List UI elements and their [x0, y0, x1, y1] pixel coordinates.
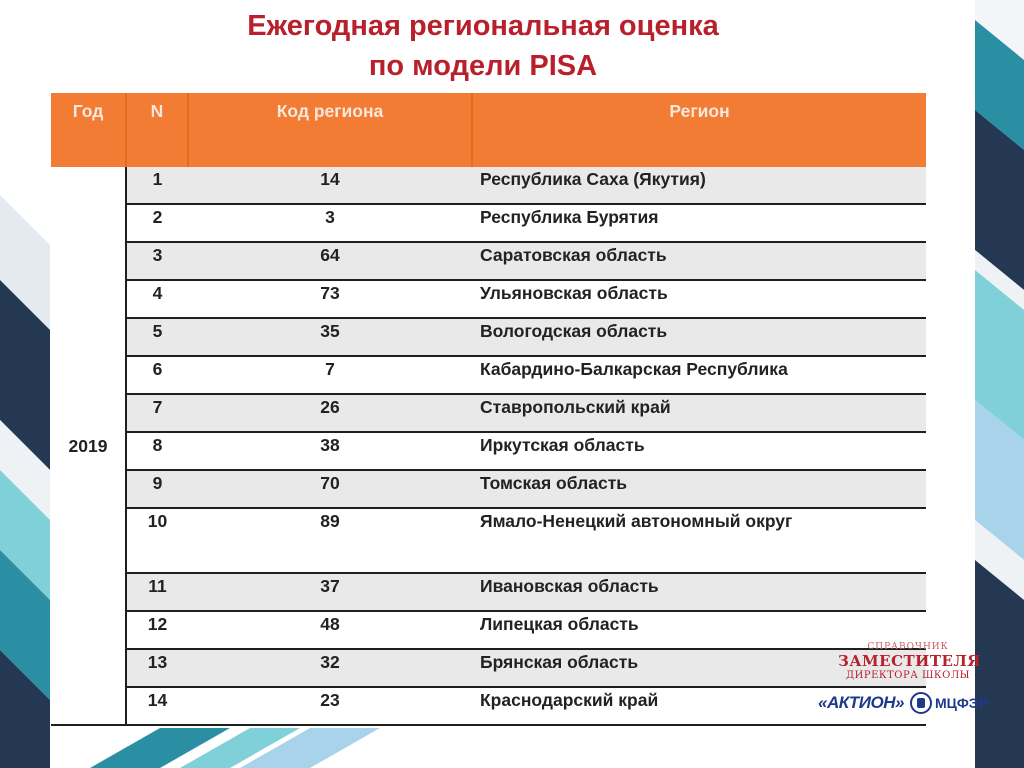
header-region: Регион	[472, 93, 926, 167]
region-code: 48	[188, 611, 472, 649]
row-number: 7	[126, 394, 188, 432]
region-code: 14	[188, 167, 472, 204]
region-code: 3	[188, 204, 472, 242]
row-number: 8	[126, 432, 188, 470]
spravochnik-zamestitelya-logo	[838, 642, 981, 681]
region-name: Ямало-Ненецкий автономный округ	[472, 508, 926, 573]
region-name: Ульяновская область	[472, 280, 926, 318]
row-number: 12	[126, 611, 188, 649]
regions-table	[51, 93, 926, 726]
table-row	[51, 394, 926, 432]
region-code: 35	[188, 318, 472, 356]
table-row	[51, 204, 926, 242]
page-title-line-2: по модели PISA	[368, 50, 598, 82]
logo-direktora-text: ДИРЕКТОРА ШКОЛЫ	[846, 670, 970, 681]
region-name: Ставропольский край	[472, 394, 926, 432]
aktion-logo: «АКТИОН»	[818, 693, 904, 712]
table-row	[51, 470, 926, 508]
header-region-code: Код региона	[188, 93, 472, 167]
row-number: 14	[126, 687, 188, 725]
row-number: 5	[126, 318, 188, 356]
table-row	[51, 432, 926, 470]
region-name: Ивановская область	[472, 573, 926, 611]
region-name: Республика Бурятия	[472, 204, 926, 242]
table-row	[51, 573, 926, 611]
region-name: Вологодская область	[472, 318, 926, 356]
region-code: 38	[188, 432, 472, 470]
region-code: 73	[188, 280, 472, 318]
region-code: 64	[188, 242, 472, 280]
page-title-line-1: Ежегодная региональная оценка	[247, 10, 719, 42]
region-code: 37	[188, 573, 472, 611]
row-number: 2	[126, 204, 188, 242]
row-number: 13	[126, 649, 188, 687]
header-n: N	[126, 93, 188, 167]
year-cell: 2019	[51, 167, 126, 725]
region-name: Краснодарский край	[472, 687, 926, 725]
row-number: 11	[126, 573, 188, 611]
mcfer-logo-text: МЦФЭР	[934, 695, 989, 711]
table-row	[51, 167, 926, 204]
logo-zamestitelya-text: ЗАМЕСТИТЕЛЯ	[838, 652, 981, 670]
table-row	[51, 318, 926, 356]
mcfer-emblem-icon	[910, 692, 932, 714]
row-number: 1	[126, 167, 188, 204]
region-name: Брянская область	[472, 649, 926, 687]
region-name: Томская область	[472, 470, 926, 508]
region-code: 32	[188, 649, 472, 687]
region-name: Республика Саха (Якутия)	[472, 167, 926, 204]
region-code: 89	[188, 508, 472, 573]
region-code: 23	[188, 687, 472, 725]
table-row	[51, 611, 926, 649]
row-number: 3	[126, 242, 188, 280]
logo-spravochnik-text: СПРАВОЧНИК	[867, 642, 949, 652]
table-row	[51, 649, 926, 687]
table-header-row	[51, 93, 926, 167]
table-row	[51, 242, 926, 280]
row-number: 4	[126, 280, 188, 318]
region-code: 26	[188, 394, 472, 432]
table-row	[51, 280, 926, 318]
table-row	[51, 687, 926, 725]
table-row	[51, 508, 926, 573]
publisher-logos	[818, 692, 988, 714]
region-name: Иркутская область	[472, 432, 926, 470]
region-name: Саратовская область	[472, 242, 926, 280]
region-code: 70	[188, 470, 472, 508]
region-name: Липецкая область	[472, 611, 926, 649]
region-name: Кабардино-Балкарская Республика	[472, 356, 926, 394]
region-code: 7	[188, 356, 472, 394]
table-row	[51, 356, 926, 394]
row-number: 6	[126, 356, 188, 394]
row-number: 9	[126, 470, 188, 508]
header-year: Год	[51, 93, 126, 167]
row-number: 10	[126, 508, 188, 573]
mcfer-logo	[910, 692, 988, 714]
